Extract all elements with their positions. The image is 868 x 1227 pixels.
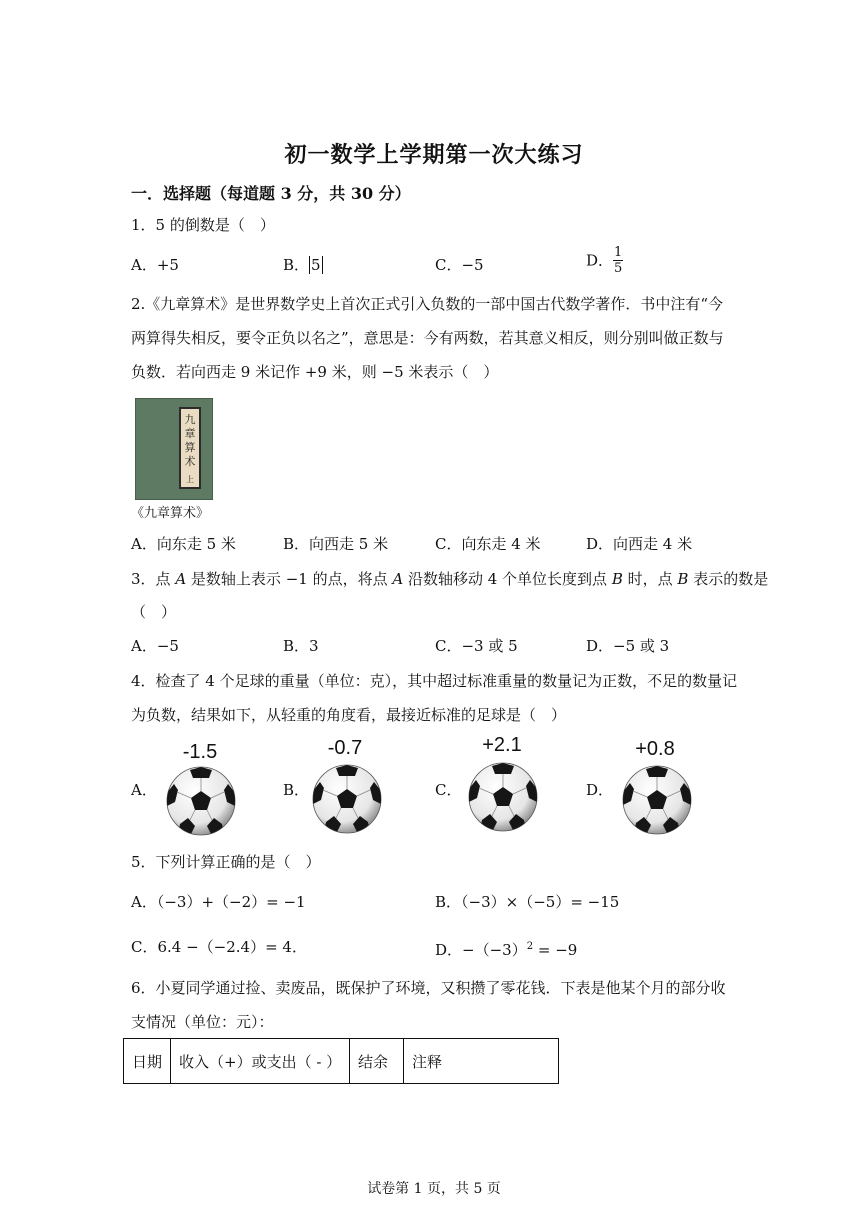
q1-option-d: [586, 245, 623, 276]
table-header-income: 收入（+）或支出（ - ）: [171, 1039, 350, 1084]
question-4-line-1: 4．检查了 4 个足球的重量（单位：克），其中超过标准重量的数量记为正数，不足的数量记: [131, 672, 738, 690]
question-4-line-2: 为负数，结果如下，从轻重的角度看，最接近标准的足球是（ ）: [131, 706, 567, 724]
question-1-stem: 1．5 的倒数是（ ）: [131, 216, 275, 234]
question-2-line-3: 负数．若向西走 9 米记作 +9 米，则 −5 米表示（ ）: [131, 363, 499, 381]
q2-option-a: A．向东走 5 米: [131, 535, 236, 553]
q3-text-5: 表示的数是: [688, 570, 769, 588]
q3-option-c: C．−3 或 5: [435, 637, 518, 655]
section-heading: 一．选择题（每道题 3 分，共 30 分）: [131, 184, 411, 203]
q4-ball-c-value: +2.1: [482, 734, 522, 756]
question-3-line-2: （ ）: [131, 603, 177, 621]
q5-option-d-result: = −9: [533, 941, 578, 959]
q5-option-d-base: D．−（−3）: [435, 941, 527, 959]
q1-option-b-label: B．: [283, 256, 310, 274]
book-title-text: 九章算术: [184, 413, 196, 468]
q1-option-c: C．−5: [435, 256, 484, 274]
q3-text-3: 沿数轴移动 4 个单位长度到点: [403, 570, 612, 588]
q1-option-a: A．+5: [131, 256, 179, 274]
soccer-ball-b-icon: [312, 764, 382, 834]
q5-option-c: C．6.4 −（−2.4）= 4．: [131, 938, 307, 956]
q3-point-b-2: B: [677, 570, 689, 588]
q4-ball-b-value: -0.7: [327, 737, 363, 759]
book-volume-text: 上: [186, 475, 194, 484]
q5-option-d-exponent: 2: [526, 941, 534, 952]
q1-option-b-abs: 5: [311, 256, 321, 274]
q3-option-b: B．3: [283, 637, 319, 655]
q3-text-2: 是数轴上表示 −1 的点，将点: [186, 570, 393, 588]
question-2-line-2: 两算得失相反，要令正负以名之”，意思是：今有两数，若其意义相反，则分别叫做正数与: [131, 329, 724, 347]
q2-option-d: D．向西走 4 米: [586, 535, 693, 553]
q3-text-4: 时，点: [622, 570, 678, 588]
q3-option-d: D．−5 或 3: [586, 637, 670, 655]
page-footer: 试卷第 1 页，共 5 页: [367, 1181, 501, 1197]
q4-option-b-label: B．: [283, 781, 310, 799]
q1-fraction: [613, 245, 623, 276]
question-5-stem: 5．下列计算正确的是（ ）: [131, 853, 321, 871]
q5-option-d: [435, 937, 577, 960]
q5-option-b: B．（−3）×（−5）= −15: [435, 893, 620, 911]
q4-option-c-label: C．: [435, 781, 462, 799]
q4-option-a-label: A．: [131, 781, 157, 799]
question-3-line-1: [131, 569, 768, 589]
book-caption: 《九章算术》: [131, 506, 210, 521]
question-6-line-2: 支情况（单位：元）：: [131, 1013, 274, 1031]
table-header-balance: 结余: [350, 1039, 404, 1084]
q3-option-a: A．−5: [131, 637, 179, 655]
soccer-ball-a-icon: [166, 766, 236, 836]
q1-option-d-label: D．: [586, 251, 614, 270]
question-6-line-1: 6．小夏同学通过捡、卖废品，既保护了环境，又积攒了零花钱．下表是他某个月的部分收: [131, 979, 726, 997]
table-header-note: 注释: [404, 1039, 559, 1084]
q4-ball-d-value: +0.8: [635, 738, 675, 760]
q3-text-1: 3．点: [131, 570, 176, 588]
q3-point-a: A: [175, 570, 187, 588]
table-header-row: [124, 1039, 559, 1084]
q2-option-c: C．向东走 4 米: [435, 535, 541, 553]
soccer-ball-d-icon: [622, 765, 692, 835]
q1-fraction-numerator: 1: [614, 245, 623, 260]
q1-fraction-denominator: 5: [614, 261, 623, 276]
question-2-line-1: 2.《九章算术》是世界数学史上首次正式引入负数的一部中国古代数学著作．书中注有“今: [131, 295, 723, 313]
page-title: 初一数学上学期第一次大练习: [284, 142, 584, 168]
book-cover-image: [135, 398, 213, 500]
book-title-strip: [179, 407, 201, 489]
q4-option-d-label: D．: [586, 781, 614, 799]
income-table: [123, 1038, 559, 1084]
q5-option-a: A．（−3）+（−2）= −1: [131, 893, 306, 911]
table-header-date: 日期: [124, 1039, 171, 1084]
q2-option-b: B．向西走 5 米: [283, 535, 389, 553]
q3-point-a-2: A: [392, 570, 404, 588]
q4-ball-a-value: -1.5: [182, 741, 218, 763]
q3-point-b: B: [611, 570, 623, 588]
soccer-ball-c-icon: [468, 762, 538, 832]
q1-option-b: [283, 255, 323, 275]
